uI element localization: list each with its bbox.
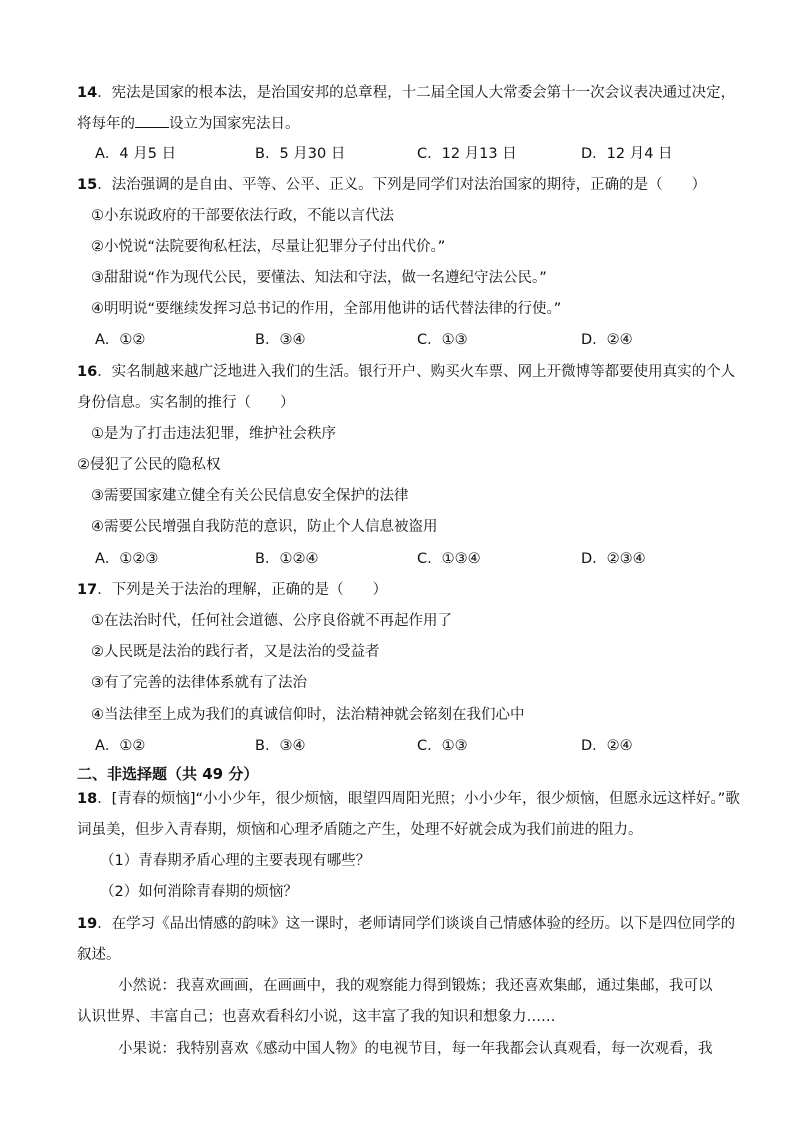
q19-stem-line1	[77, 914, 747, 934]
q16-options	[95, 549, 735, 569]
q17-option-d: D．②④	[581, 738, 633, 754]
q18-sub-2: （2）如何消除青春期的烦恼？	[100, 884, 298, 900]
q14-text1: ．宪法是国家的根本法，是治国安邦的总章程，十二届全国人大常委会第十一次会议表决通过决定，	[97, 85, 736, 101]
q16-stem-line2: 身份信息。实名制的推行（ ）	[77, 395, 295, 411]
q16-item-1: ①是为了打击违法犯罪，维护社会秩序	[91, 426, 336, 442]
q17-option-a: A．①②	[95, 738, 146, 754]
q15-option-a: A．①②	[95, 332, 146, 348]
q18-number: 18	[77, 791, 98, 807]
q15-item-4: ④明明说“要继续发挥习总书记的作用，全部用他讲的话代替法律的行使。”	[91, 301, 562, 317]
q16-option-d: D．②③④	[581, 551, 646, 567]
q16-item-2: ②侵犯了公民的隐私权	[77, 457, 221, 473]
q17-stem	[77, 580, 747, 600]
q19-number: 19	[77, 916, 98, 932]
q17-option-c: C．①③	[417, 738, 468, 754]
q17-option-b: B．③④	[255, 738, 306, 754]
q15-option-d: D．②④	[581, 332, 633, 348]
q15-stem	[77, 175, 747, 195]
q16-option-b: B．①②④	[255, 551, 319, 567]
q15-option-c: C．①③	[417, 332, 468, 348]
q16-item-4: ④需要公民增强自我防范的意识，防止个人信息被盗用	[91, 519, 438, 535]
q16-stem-line1	[77, 362, 747, 382]
q15-text: ．法治强调的是自由、平等、公平、正义。下列是同学们对法治国家的期待，正确的是（ ）	[97, 177, 707, 193]
q14-option-a: A．4 月5 日	[95, 146, 177, 162]
q16-option-c: C．①③④	[417, 551, 481, 567]
q19-para1-line1: 小然说：我喜欢画画，在画画中，我的观察能力得到锻炼；我还喜欢集邮，通过集邮，我可以	[118, 978, 713, 994]
q17-item-3: ③有了完善的法律体系就有了法治	[91, 675, 307, 691]
q14-option-b: B．5 月30 日	[255, 146, 346, 162]
q14-text2-post: 设立为国家宪法日。	[169, 116, 300, 132]
q18-stem-line1	[77, 789, 747, 809]
q15-number: 15	[77, 177, 98, 193]
section-2-title: 二、非选择题（共 49 分）	[77, 765, 259, 783]
q14-answer-blank	[135, 113, 169, 128]
q18-text1: ．[青春的烦恼]“小小少年，很少烦恼，眼望四周阳光照；小小少年，很少烦恼，但愿永远这样好。”歌	[97, 791, 740, 807]
q14-option-d: D．12 月4 日	[581, 146, 673, 162]
q17-item-2: ②人民既是法治的践行者，又是法治的受益者	[91, 644, 380, 660]
q17-text: ．下列是关于法治的理解，正确的是（ ）	[97, 582, 388, 598]
q16-item-3: ③需要国家建立健全有关公民信息安全保护的法律	[91, 488, 409, 504]
q16-text1: ．实名制越来越广泛地进入我们的生活。银行开户、购买火车票、网上开微博等都要使用真实的个人	[97, 364, 736, 380]
q15-item-1: ①小东说政府的干部要依法行政，不能以言代法	[91, 208, 394, 224]
q17-options	[95, 736, 735, 756]
q15-item-2: ②小悦说“法院要徇私枉法，尽量让犯罪分子付出代价。”	[91, 239, 446, 255]
q14-options	[95, 144, 735, 164]
q16-option-a: A．①②③	[95, 551, 159, 567]
q15-option-b: B．③④	[255, 332, 306, 348]
q16-number: 16	[77, 364, 98, 380]
q17-item-4: ④当法律至上成为我们的真诚信仰时，法治精神就会铭刻在我们心中	[91, 707, 525, 723]
q14-text2-pre: 将每年的	[77, 116, 135, 132]
q15-options	[95, 330, 735, 350]
q14-stem-line2	[77, 113, 747, 134]
q15-item-3: ③甜甜说“作为现代公民，要懂法、知法和守法，做一名遵纪守法公民。”	[91, 270, 547, 286]
q19-text1: ．在学习《品出情感的韵味》这一课时，老师请同学们谈谈自己情感体验的经历。以下是四位同学的	[97, 916, 736, 932]
q14-option-c: C．12 月13 日	[417, 146, 517, 162]
q14-number: 14	[77, 85, 98, 101]
q18-sub-1: （1）青春期矛盾心理的主要表现有哪些？	[100, 853, 371, 869]
q19-para1-line2: 认识世界、丰富自己；也喜欢看科幻小说，这丰富了我的知识和想象力……	[77, 1009, 556, 1025]
q19-stem-line2: 叙述。	[77, 947, 121, 963]
q17-number: 17	[77, 582, 98, 598]
q18-stem-line2: 词虽美，但步入青春期，烦恼和心理矛盾随之产生，处理不好就会成为我们前进的阻力。	[77, 822, 643, 838]
q17-item-1: ①在法治时代，任何社会道德、公序良俗就不再起作用了	[91, 613, 452, 629]
q14-stem-line1	[77, 83, 747, 103]
q19-para2-line1: 小果说：我特别喜欢《感动中国人物》的电视节目，每一年我都会认真观看，每一次观看，我	[118, 1041, 713, 1057]
